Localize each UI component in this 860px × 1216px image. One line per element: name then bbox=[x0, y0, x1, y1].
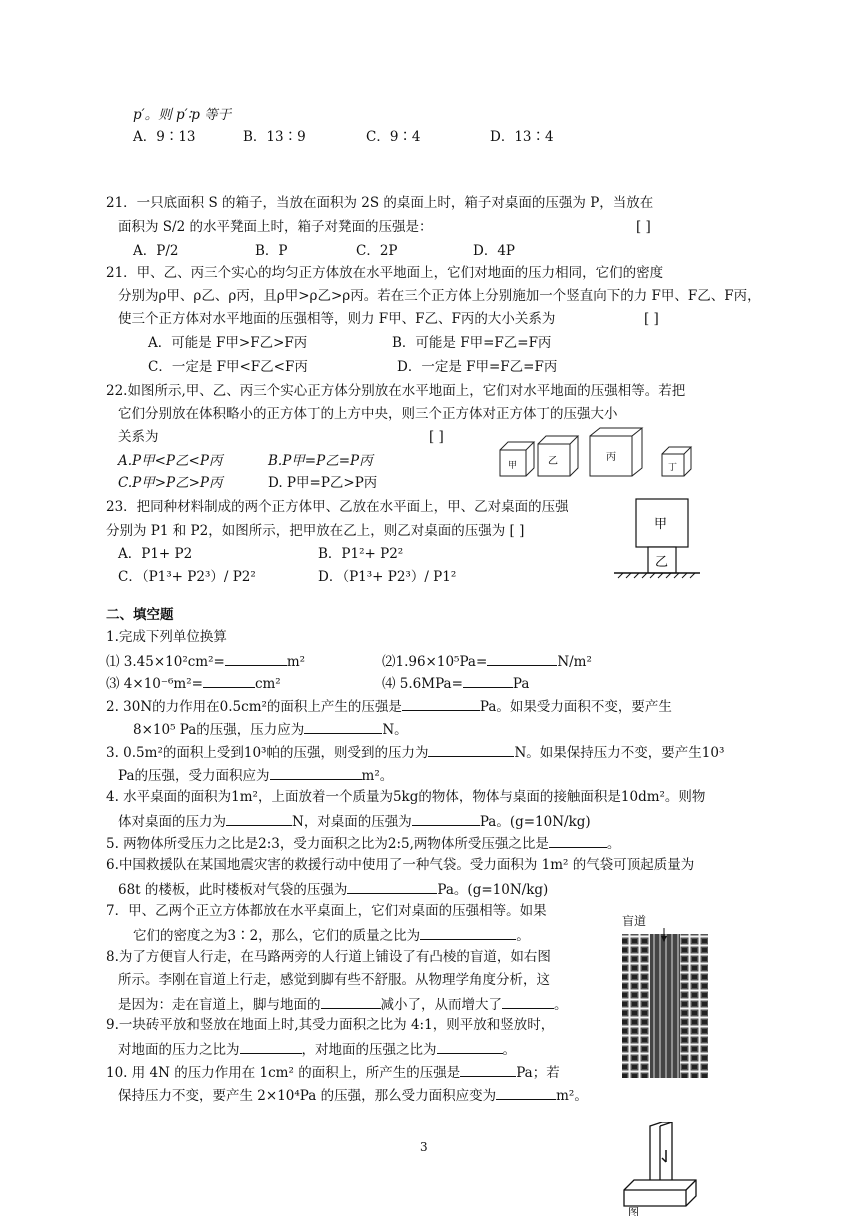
q21a-line1: 21．一只底面积 S 的箱子，当放在面积为 2S 的桌面上时，箱子对桌面的压强为 P，当放在 bbox=[106, 195, 654, 211]
q22-option-c: C.P甲>P乙>P丙 bbox=[118, 475, 223, 491]
s2-q8-line1: 8.为了方便盲人行走，在马路两旁的人行道上铺设了有凸棱的盲道，如右图 bbox=[106, 949, 551, 965]
q22-line3: 关系为 bbox=[118, 429, 159, 445]
cube-label-jia: 甲 bbox=[508, 461, 518, 471]
q21a-option-b: B．P bbox=[255, 243, 288, 259]
s2-q4-line1: 4. 水平桌面的面积为1m²，上面放着一个质量为5kg的物体，物体与桌面的接触面积是10dm²。则物 bbox=[106, 789, 706, 805]
answer-blank[interactable] bbox=[347, 879, 437, 894]
blind-path-label: 盲道 bbox=[622, 914, 647, 928]
q23-option-d: D．（P1³+ P2³）/ P1² bbox=[318, 569, 457, 585]
s2-q9-l2b: ，对地面的压强之比为 bbox=[301, 1042, 437, 1058]
q22-cubes-figure bbox=[496, 426, 694, 478]
page-number: 3 bbox=[420, 1140, 428, 1154]
s2-q9-line1: 9.一块砖平放和竖放在地面上时,其受力面积之比为 4:1，则平放和竖放时， bbox=[106, 1017, 555, 1033]
s2-q1-a-unit: m² bbox=[286, 654, 306, 670]
answer-blank[interactable] bbox=[502, 994, 554, 1009]
q22-line2: 它们分别放在体积略小的正方体丁的上方中央，则三个正方体对正方体丁的压强大小 bbox=[118, 406, 618, 422]
s2-q3-l1b: N。如果保持压力不变，要产生10³ bbox=[514, 745, 725, 761]
s2-q1-d bbox=[382, 673, 529, 693]
s2-q10-l2b: m²。 bbox=[556, 1088, 588, 1104]
q21a-bracket: [ ] bbox=[636, 219, 651, 235]
q22-bracket: [ ] bbox=[429, 429, 444, 445]
q23-line1: 23．把同种材料制成的两个正方体甲、乙放在水平面上，甲、乙对桌面的压强 bbox=[106, 499, 569, 515]
s2-q8-l3b: 减小了，从而增大了 bbox=[380, 997, 502, 1013]
s2-q7-l2a: 它们的密度之为3∶2，那么，它们的质量之比为 bbox=[133, 928, 421, 944]
s2-q7-line1: 7．甲、乙两个正立方体都放在水平桌面上，它们对桌面的压强相等。如果 bbox=[106, 903, 547, 919]
answer-blank[interactable] bbox=[226, 811, 292, 826]
q21b-line3: 使三个正方体对水平地面的压强相等，则力 F甲、F乙、F丙的大小关系为 bbox=[118, 311, 556, 327]
s2-q5-text: 5. 两物体所受压力之比是2:3，受力面积之比为2:5,两物体所受压强之比是 bbox=[106, 836, 549, 852]
section-title-fill-blanks: 二、填空题 bbox=[106, 607, 174, 623]
s2-q1-c bbox=[106, 673, 281, 693]
prev-option-c: C．9∶4 bbox=[366, 129, 421, 145]
answer-blank[interactable] bbox=[412, 811, 480, 826]
s2-q5 bbox=[106, 833, 620, 853]
answer-blank[interactable] bbox=[549, 833, 607, 848]
answer-blank[interactable] bbox=[496, 1085, 556, 1100]
s2-q2-l2b: N。 bbox=[382, 722, 408, 738]
s2-q10-l1b: Pa；若 bbox=[516, 1065, 560, 1081]
q21b-option-d: D．一定是 F甲=F乙=F丙 bbox=[397, 359, 558, 375]
s2-q4-l2c: Pa。(g=10N/kg) bbox=[479, 814, 591, 830]
q23-option-a: A．P1+ P2 bbox=[118, 546, 193, 562]
figure-caption: 图 bbox=[628, 1206, 639, 1216]
s2-q2-l1a: 2. 30N的力作用在0.5cm²的面积上产生的压强是 bbox=[106, 699, 402, 715]
s2-q1-d-text: ⑷ 5.6MPa= bbox=[382, 676, 463, 692]
q21b-line1: 21．甲、乙、丙三个实心的均匀正方体放在水平地面上，它们对地面的压力相同，它们的密度 bbox=[106, 265, 664, 281]
s2-q4-line2 bbox=[118, 811, 591, 831]
q23-stacked-cubes-figure bbox=[610, 496, 704, 580]
s2-q3-l2a: Pa的压强，受力面积应为 bbox=[118, 768, 270, 784]
s2-q9-l2c: 。 bbox=[502, 1042, 516, 1058]
q21a-option-c: C．2P bbox=[356, 243, 398, 259]
answer-blank[interactable] bbox=[270, 765, 362, 780]
s2-q9-l2a: 对地面的压力之比为 bbox=[118, 1042, 240, 1058]
q21a-line2: 面积为 S/2 的水平凳面上时，箱子对凳面的压强是： bbox=[118, 219, 433, 235]
prev-option-b: B．13∶9 bbox=[243, 129, 306, 145]
s2-q6-line2 bbox=[118, 879, 548, 899]
s2-q1-b bbox=[382, 651, 592, 671]
s2-q7-l2b: 。 bbox=[516, 928, 530, 944]
q21b-option-c: C．一定是 F甲<F乙<F丙 bbox=[148, 359, 308, 375]
answer-blank[interactable] bbox=[487, 651, 557, 666]
s2-q1-head: 1.完成下列单位换算 bbox=[106, 629, 227, 645]
s2-q1-c-unit: cm² bbox=[254, 676, 281, 692]
s2-q2-line2 bbox=[133, 719, 408, 739]
s2-q5-end: 。 bbox=[606, 836, 621, 852]
s2-q6-l2a: 68t 的楼板，此时楼板对气袋的压强为 bbox=[118, 882, 348, 898]
s2-q4-l2a: 体对桌面的压力为 bbox=[118, 814, 226, 830]
q21b-bracket: [ ] bbox=[644, 311, 659, 327]
q22-option-b: B.P甲=P乙=P丙 bbox=[268, 453, 373, 469]
s2-q10-l1a: 10. 用 4N 的压力作用在 1cm² 的面积上，所产生的压强是 bbox=[106, 1065, 461, 1081]
s2-q3-line2 bbox=[118, 765, 393, 785]
prev-option-d: D．13∶4 bbox=[490, 129, 554, 145]
q23-option-b: B．P1²+ P2² bbox=[318, 546, 404, 562]
answer-blank[interactable] bbox=[304, 719, 382, 734]
s2-q8-line2: 所示。李刚在盲道上行走，感觉到脚有些不舒服。从物理学角度分析，这 bbox=[118, 972, 550, 988]
answer-blank[interactable] bbox=[203, 673, 255, 688]
prev-option-a: A．9∶13 bbox=[133, 129, 196, 145]
s2-q1-a bbox=[106, 651, 305, 671]
s2-q8-l3a: 是因为：走在盲道上，脚与地面的 bbox=[118, 997, 321, 1013]
s2-q6-l2b: Pa。(g=10N/kg) bbox=[437, 882, 549, 898]
q22-option-a: A.P甲<P乙<P丙 bbox=[118, 453, 223, 469]
s2-q10-l2a: 保持压力不变，要产生 2×10⁴Pa 的压强，那么受力面积应变为 bbox=[118, 1088, 497, 1104]
prev-question-line: p′。则 p′∶p 等于 bbox=[133, 107, 232, 123]
q21a-option-d: D．4P bbox=[473, 243, 515, 259]
q21b-option-b: B．可能是 F甲=F乙=F丙 bbox=[392, 335, 552, 351]
q22-line1: 22.如图所示,甲、乙、丙三个实心正方体分别放在水平地面上，它们对水平地面的压强相等。若把 bbox=[106, 383, 686, 399]
answer-blank[interactable] bbox=[460, 1062, 516, 1077]
brick-stand-figure bbox=[620, 1122, 700, 1216]
cube-label-ding: 丁 bbox=[668, 463, 678, 473]
blind-path-figure bbox=[620, 928, 710, 1080]
answer-blank[interactable] bbox=[463, 673, 513, 688]
q23-line2: 分别为 P1 和 P2，如图所示，把甲放在乙上，则乙对桌面的压强为 [ ] bbox=[106, 523, 525, 539]
cube-label-jia: 甲 bbox=[654, 517, 668, 532]
s2-q10-line1 bbox=[106, 1062, 560, 1082]
s2-q1-a-text: ⑴ 3.45×10²cm²= bbox=[106, 654, 225, 670]
s2-q7-line2 bbox=[133, 925, 530, 945]
cube-label-bing: 丙 bbox=[606, 452, 616, 463]
cube-label-yi: 乙 bbox=[655, 555, 669, 570]
s2-q8-l3c: 。 bbox=[554, 997, 568, 1013]
q21b-option-a: A．可能是 F甲>F乙>F丙 bbox=[148, 335, 308, 351]
s2-q2-line1 bbox=[106, 696, 672, 716]
answer-blank[interactable] bbox=[240, 1039, 302, 1054]
s2-q9-line2 bbox=[118, 1039, 516, 1059]
answer-blank[interactable] bbox=[437, 1039, 503, 1054]
answer-blank[interactable] bbox=[225, 651, 287, 666]
s2-q3-line1 bbox=[106, 742, 724, 762]
answer-blank[interactable] bbox=[321, 994, 381, 1009]
q22-option-d: D. P甲=P乙>P丙 bbox=[268, 475, 378, 491]
q23-option-c: C．（P1³+ P2³）/ P2² bbox=[118, 569, 256, 585]
answer-blank[interactable] bbox=[428, 742, 514, 757]
cube-label-yi: 乙 bbox=[548, 456, 558, 467]
s2-q8-line3 bbox=[118, 994, 568, 1014]
s2-q1-d-unit: Pa bbox=[512, 676, 530, 692]
s2-q1-b-text: ⑵1.96×10⁵Pa= bbox=[382, 654, 488, 670]
q21b-line2: 分别为ρ甲、ρ乙、ρ丙，且ρ甲>ρ乙>ρ丙。若在三个正方体上分别施加一个竖直向下的力 F甲、F乙、F丙， bbox=[118, 288, 761, 304]
s2-q1-c-text: ⑶ 4×10⁻⁶m²= bbox=[106, 676, 203, 692]
s2-q3-l2b: m²。 bbox=[361, 768, 394, 784]
q21a-option-a: A．P/2 bbox=[133, 243, 179, 259]
answer-blank[interactable] bbox=[402, 696, 480, 711]
s2-q4-l2b: N，对桌面的压强为 bbox=[292, 814, 412, 830]
answer-blank[interactable] bbox=[420, 925, 516, 940]
s2-q10-line2 bbox=[118, 1085, 588, 1105]
s2-q1-b-unit: N/m² bbox=[557, 654, 592, 670]
s2-q2-l2a: 8×10⁵ Pa的压强，压力应为 bbox=[133, 722, 305, 738]
s2-q2-l1b: Pa。如果受力面积不变，要产生 bbox=[479, 699, 672, 715]
s2-q6-line1: 6.中国救援队在某国地震灾害的救援行动中使用了一种气袋。受力面积为 1m² 的气袋可顶起质量为 bbox=[106, 857, 695, 873]
s2-q3-l1a: 3. 0.5m²的面积上受到10³帕的压强，则受到的压力为 bbox=[106, 745, 429, 761]
